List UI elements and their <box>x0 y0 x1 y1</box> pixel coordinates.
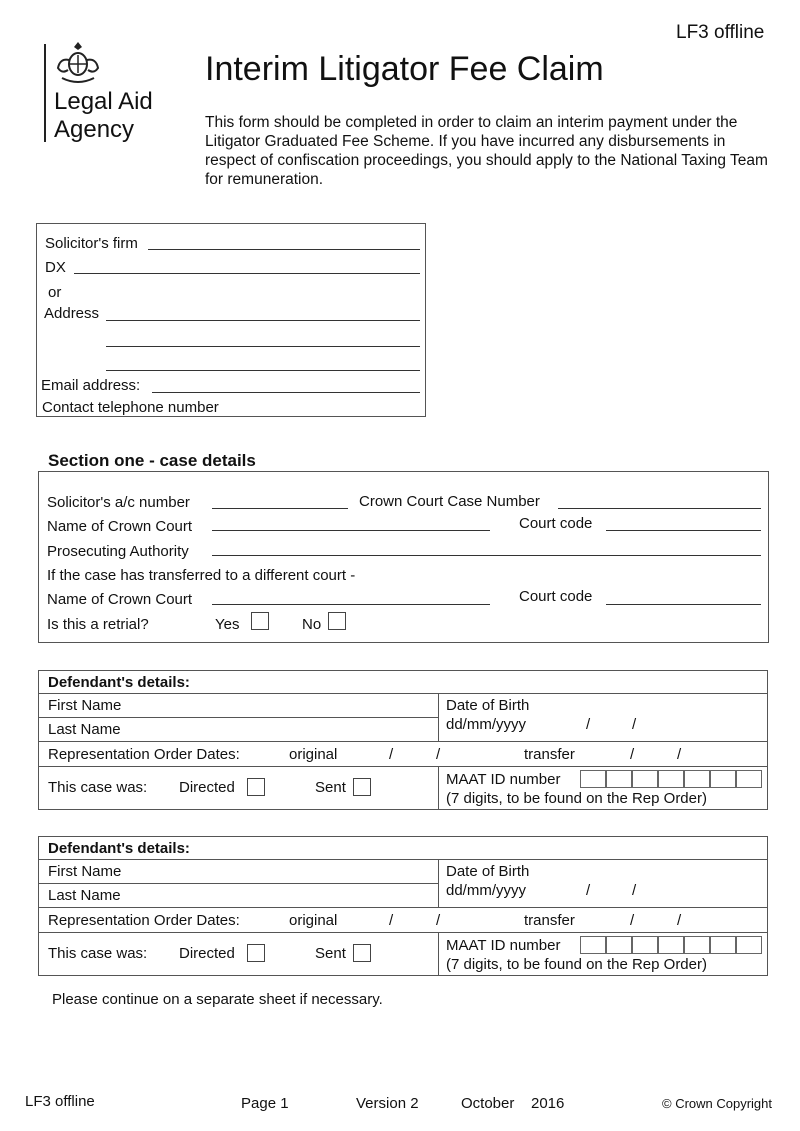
date-slash: / <box>677 912 682 929</box>
court-code-label: Court code <box>519 515 593 532</box>
defendant-1-directed-label: Directed <box>179 779 235 796</box>
continue-note: Please continue on a separate sheet if necessary. <box>52 991 383 1008</box>
date-slash: / <box>436 912 441 929</box>
defendant-2-first-name-label: First Name <box>48 863 122 880</box>
defendant-2-transfer-label: transfer <box>524 912 575 929</box>
prosecuting-label: Prosecuting Authority <box>47 543 189 560</box>
footer-month: October <box>461 1095 515 1112</box>
defendant-1-original-label: original <box>289 746 338 763</box>
defendant-2-maat-digit[interactable] <box>606 936 632 954</box>
case-number-label: Crown Court Case Number <box>359 493 540 510</box>
dx-field[interactable] <box>74 273 420 274</box>
date-slash: / <box>630 746 635 763</box>
phone-label: Contact telephone number <box>42 399 219 416</box>
footer-version: Version 2 <box>356 1095 419 1112</box>
transferred-label: If the case has transferred to a different court - <box>47 567 356 584</box>
retrial-yes-checkbox[interactable] <box>251 612 269 630</box>
defendant-1-heading: Defendant's details: <box>48 674 190 691</box>
defendant-1-maat-digit[interactable] <box>606 770 632 788</box>
defendant-1-maat-digit[interactable] <box>632 770 658 788</box>
defendant-1-transfer-label: transfer <box>524 746 575 763</box>
footer-copyright: © Crown Copyright <box>662 1096 773 1111</box>
defendant-2-directed-label: Directed <box>179 945 235 962</box>
defendant-2-last-name-label: Last Name <box>48 887 121 904</box>
form-code: LF3 offline <box>676 22 765 43</box>
retrial-no-checkbox[interactable] <box>328 612 346 630</box>
defendant-1-maat-note: (7 digits, to be found on the Rep Order) <box>446 790 707 807</box>
defendant-2-maat-digit[interactable] <box>580 936 606 954</box>
defendant-2-dob-label: Date of Birth <box>446 863 530 880</box>
court-code-2-label: Court code <box>519 588 593 605</box>
defendant-1-maat-digit[interactable] <box>710 770 736 788</box>
dob-slash: / <box>586 882 591 899</box>
retrial-no-label: No <box>302 616 322 633</box>
prosecuting-field[interactable] <box>212 555 761 556</box>
defendant-2-rep-order-label: Representation Order Dates: <box>48 912 240 929</box>
defendant-2-maat-note: (7 digits, to be found on the Rep Order) <box>446 956 707 973</box>
defendant-1-rep-order-label: Representation Order Dates: <box>48 746 240 763</box>
dob-slash: / <box>632 882 637 899</box>
defendant-1-box <box>38 670 768 810</box>
retrial-yes-label: Yes <box>215 616 240 633</box>
date-slash: / <box>630 912 635 929</box>
defendant-2-dob-format: dd/mm/yyyy <box>446 882 527 899</box>
date-slash: / <box>436 746 441 763</box>
email-label: Email address: <box>41 377 141 394</box>
date-slash: / <box>677 746 682 763</box>
case-number-field[interactable] <box>558 508 761 509</box>
defendant-1-case-was-label: This case was: <box>48 779 148 796</box>
defendant-2-maat-label: MAAT ID number <box>446 937 561 954</box>
email-field[interactable] <box>152 392 420 393</box>
defendant-2-maat-digit[interactable] <box>710 936 736 954</box>
defendant-2-maat-digit[interactable] <box>658 936 684 954</box>
defendant-2-sent-label: Sent <box>315 945 346 962</box>
or-label: or <box>48 284 62 301</box>
defendant-1-maat-digit[interactable] <box>736 770 762 788</box>
dob-slash: / <box>632 716 637 733</box>
defendant-2-maat-digit[interactable] <box>632 936 658 954</box>
section-one-heading: Section one - case details <box>48 451 256 470</box>
intro-text: This form should be completed in order to claim an interim payment under the Litigator Graduated Fee Scheme. If you have incurred any disbursements in respect of confiscation proceedings, you should apply to the National Taxing Team for remuneration. <box>205 114 768 188</box>
defendant-1-maat-digit[interactable] <box>580 770 606 788</box>
defendant-2-maat-digit[interactable] <box>736 936 762 954</box>
footer-page: Page 1 <box>241 1095 289 1112</box>
crown-court-2-label: Name of Crown Court <box>47 591 193 608</box>
defendant-2-box <box>38 836 768 976</box>
defendant-1-maat-digit[interactable] <box>658 770 684 788</box>
defendant-1-sent-checkbox[interactable] <box>353 778 371 796</box>
logo-text-line1: Legal Aid <box>54 88 153 115</box>
defendant-1-maat-digit[interactable] <box>684 770 710 788</box>
defendant-2-maat-digit[interactable] <box>684 936 710 954</box>
royal-crest-icon <box>54 40 102 84</box>
court-code-2-field[interactable] <box>606 604 761 605</box>
defendant-2-original-label: original <box>289 912 338 929</box>
defendant-2-directed-checkbox[interactable] <box>247 944 265 962</box>
dob-slash: / <box>586 716 591 733</box>
defendant-2-heading: Defendant's details: <box>48 840 190 857</box>
address-field-line2[interactable] <box>106 346 420 347</box>
ac-number-label: Solicitor's a/c number <box>47 494 190 511</box>
crown-court-2-field[interactable] <box>212 604 490 605</box>
defendant-2-case-was-label: This case was: <box>48 945 148 962</box>
dx-label: DX <box>45 259 66 276</box>
page-title: Interim Litigator Fee Claim <box>205 50 604 88</box>
retrial-label: Is this a retrial? <box>47 616 149 633</box>
defendant-1-dob-label: Date of Birth <box>446 697 530 714</box>
ac-number-field[interactable] <box>212 508 348 509</box>
solicitors-firm-field[interactable] <box>148 249 420 250</box>
defendant-1-dob-format: dd/mm/yyyy <box>446 716 527 733</box>
footer-year: 2016 <box>531 1095 565 1112</box>
date-slash: / <box>389 746 394 763</box>
date-slash: / <box>389 912 394 929</box>
footer-form-code: LF3 offline <box>25 1093 95 1110</box>
crown-court-field[interactable] <box>212 530 490 531</box>
court-code-field[interactable] <box>606 530 761 531</box>
solicitors-firm-label: Solicitor's firm <box>45 235 138 252</box>
address-field-line1[interactable] <box>106 320 420 321</box>
crown-court-label: Name of Crown Court <box>47 518 193 535</box>
logo-text-line2: Agency <box>54 116 135 143</box>
defendant-1-first-name-label: First Name <box>48 697 122 714</box>
defendant-2-sent-checkbox[interactable] <box>353 944 371 962</box>
defendant-1-directed-checkbox[interactable] <box>247 778 265 796</box>
address-label: Address <box>44 305 100 322</box>
defendant-1-last-name-label: Last Name <box>48 721 121 738</box>
address-field-line3[interactable] <box>106 370 420 371</box>
defendant-1-sent-label: Sent <box>315 779 346 796</box>
agency-logo <box>44 40 174 145</box>
defendant-1-maat-label: MAAT ID number <box>446 771 561 788</box>
